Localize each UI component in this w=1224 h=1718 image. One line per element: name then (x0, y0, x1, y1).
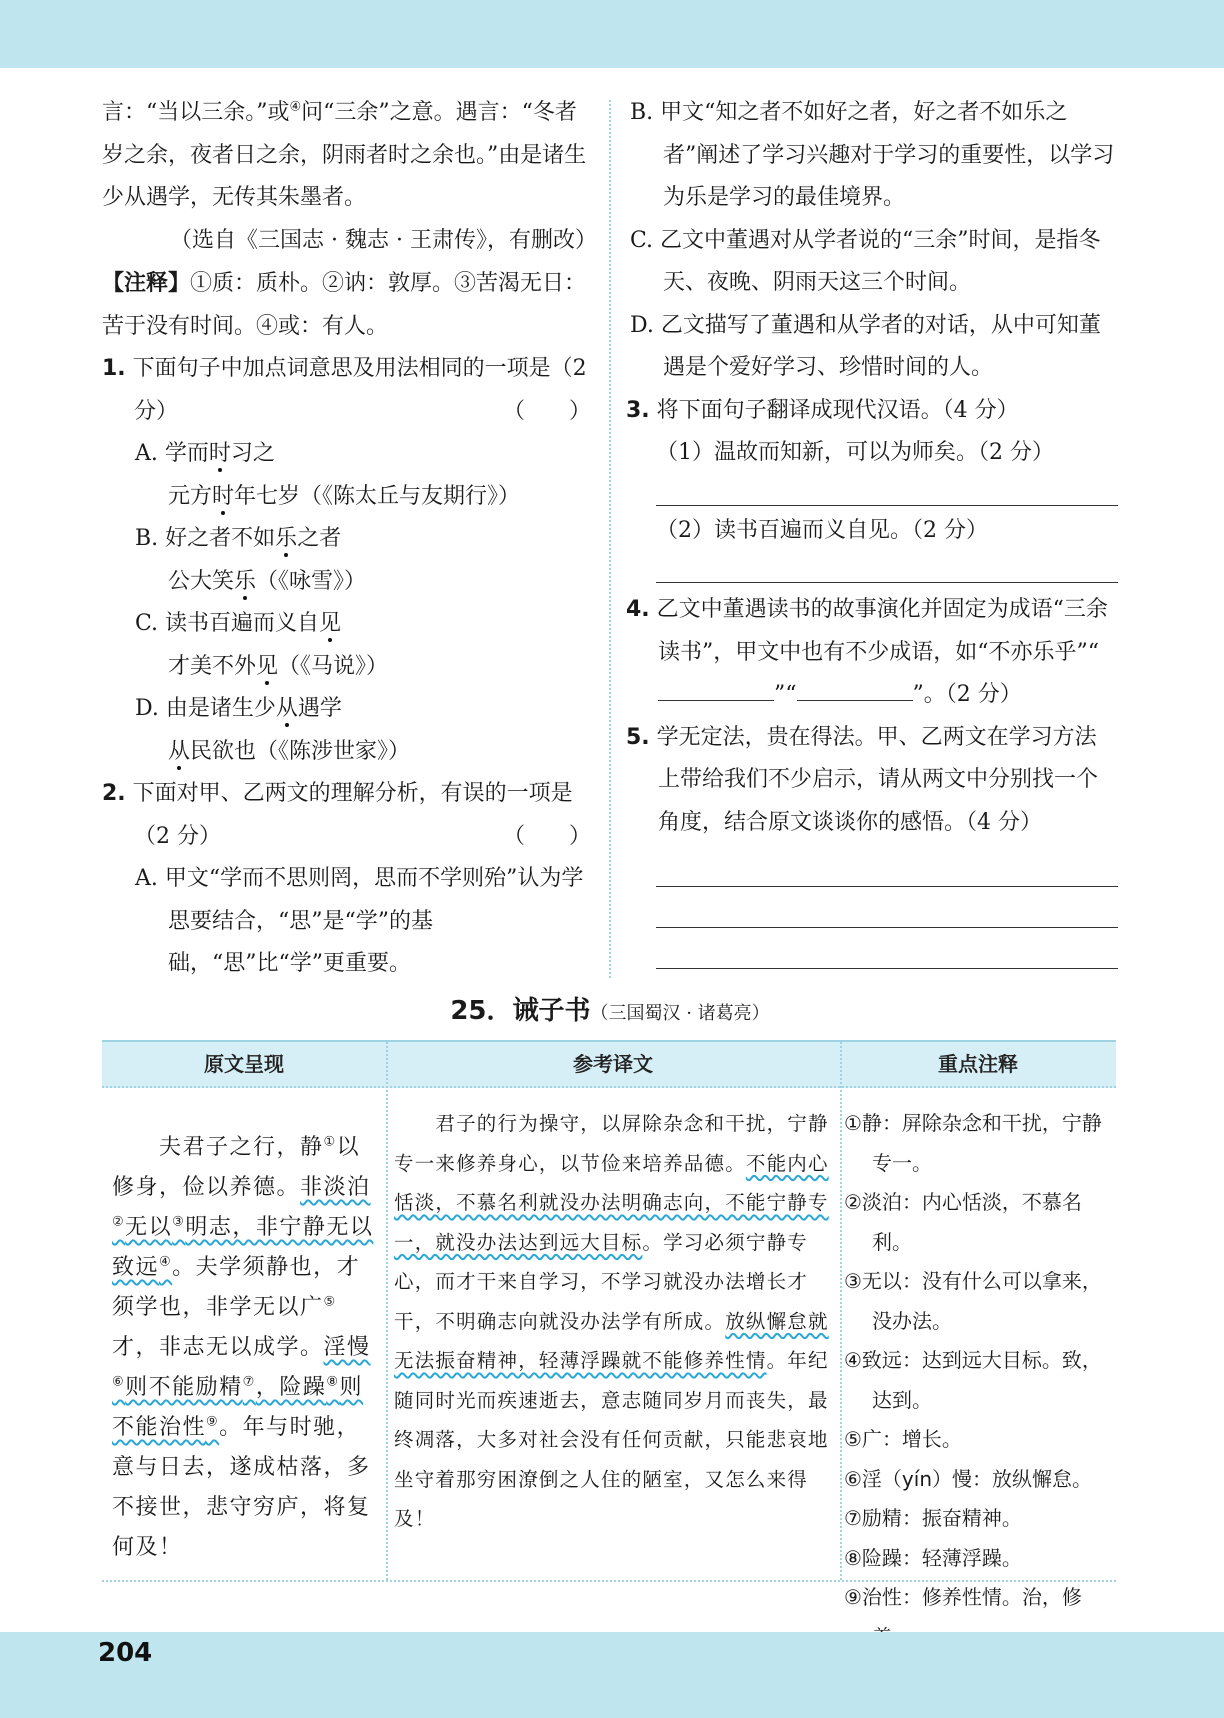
q5-number: 5. (626, 724, 650, 750)
column-divider (609, 100, 611, 978)
q5-answer-line-2[interactable] (656, 887, 1118, 928)
note-item: ⑥淫（yín）慢：放纵懈怠。 (844, 1466, 1092, 1491)
q1-option-a: A. 学而时习之 (135, 441, 275, 466)
q2-option-b: B. 甲文“知之者不如好之者，好之者不如乐之者”阐述了学习兴趣对于学习的重要性，以学习为乐是学习的最佳境界。 (630, 100, 1115, 210)
note-item: ①静：屏除杂念和干扰，宁静专一。 (844, 1111, 1102, 1175)
q1-option-d-line2: 从民欲也（《陈涉世家》） (168, 738, 411, 764)
q1-option-b-line2: 公大笑乐（《咏雪》） (168, 568, 367, 594)
q1-option-a-line2: 元方时年七岁（《陈太丘与友期行》） (168, 483, 521, 509)
note-item: ④致远：达到远大目标。致，达到。 (844, 1348, 1102, 1412)
table-header (102, 1042, 1116, 1088)
q4-text-a: 乙文中董遇读书的故事演化并固定为成语“三余读书”，甲文中也有不少成语，如“不亦乐乎”“ (656, 597, 1108, 665)
q1-number: 1. (102, 356, 126, 381)
q1-c-label: C. (135, 611, 159, 636)
top-band (0, 0, 1224, 68)
bottom-band (0, 1632, 1224, 1718)
note-item: ③无以：没有什么可以拿来，没办法。 (844, 1269, 1102, 1333)
header-notes: 重点注释 (938, 1052, 1018, 1076)
q2-option-d: D. 乙文描写了董遇和从学者的对话，从中可知董遇是个爱好学习、珍惜时间的人。 (630, 312, 1101, 380)
note-text: ①质：质朴。②讷：敦厚。③苦渴无日：苦于没有时间。④或：有人。 (102, 271, 587, 339)
question-3 (626, 390, 1118, 433)
passage-source: （选自《三国志 · 魏志 · 王肃传》，有删改） (170, 227, 597, 253)
q5-text: 学无定法，贵在得法。甲、乙两文在学习方法上带给我们不少启示，请从两文中分别找一个角度，结合原文谈谈你的感悟。（4 分） (656, 724, 1099, 835)
note-item: ⑨治性：修养性情。治，修 (844, 1585, 1082, 1609)
q1-answer-paren[interactable]: （ ） (502, 398, 591, 424)
page-number: 204 (98, 1634, 152, 1672)
q2-option-c: C. 乙文中董遇对从学者说的“三余”时间，是指冬天、夜晚、阴雨天这三个时间。 (630, 227, 1101, 295)
q4-text-c: ”。（2 分） (912, 682, 1022, 707)
q1-option-d: D. 由是诸生少从遇学 (135, 696, 342, 721)
q1-option-c: C. 读书百遍而义自见 (135, 611, 342, 636)
q3-number: 3. (626, 397, 650, 423)
text-table (102, 1040, 1116, 1609)
question-5 (626, 717, 1118, 845)
note-paragraph (102, 262, 597, 348)
passage-text: 言：“当以三余。”或④问“三余”之意。遇言：“冬者岁之余，夜者日之余，阴雨者时之余也。”由是诸生少从遇学，无传其朱墨者。 (102, 99, 587, 210)
q3-text: 将下面句子翻译成现代汉语。（4 分） (656, 397, 1019, 423)
q1-b-label: B. (135, 526, 159, 551)
q1-option-c-line2: 才美不外见（《马说》） (168, 653, 389, 679)
left-column (102, 92, 597, 986)
right-column (626, 92, 1118, 969)
table-divider-1 (386, 1042, 388, 1580)
section-title: 25．诫子书 (450, 996, 591, 1026)
note-item: ⑤广：增长。 (844, 1427, 962, 1451)
q2-text: 下面对甲、乙两文的理解分析，有误的一项是（2 分） (132, 781, 573, 849)
q5-answer-line-1[interactable] (656, 844, 1118, 887)
original-text: 夫君子之行，静①以修身，俭以养德。非淡泊②无以③明志，非宁静无以致远④。夫学须静也，才须学也，非学无以广⑤才，非志无以成学。淫慢⑥则不能励精⑦，险躁⑧则不能治性⑨。年与时驰，意与日去，遂成枯落，多不接世，悲守穷庐，将复何及！ (112, 1134, 374, 1560)
note-item: ⑧险躁：轻薄浮躁。 (844, 1545, 1022, 1570)
q1-text: 下面句子中加点词意思及用法相同的一项是（2 分） (132, 356, 587, 424)
q1-option-b: B. 好之者不如乐之者 (135, 526, 342, 551)
header-original: 原文呈现 (204, 1052, 284, 1076)
q5-answer-line-3[interactable] (656, 928, 1118, 969)
note-item: ②淡泊：内心恬淡，不慕名利。 (844, 1190, 1082, 1254)
notes-list (844, 1104, 1112, 1657)
q1-a-label: A. (135, 441, 158, 466)
table-divider-2 (840, 1042, 842, 1580)
q4-number: 4. (626, 597, 650, 622)
q3-sentence-1: （1）温故而知新，可以为师矣。（2 分） (656, 440, 1054, 465)
question-2 (102, 773, 597, 858)
q1-d-label: D. (135, 696, 159, 721)
translation-text: 君子的行为操守，以屏除杂念和干扰，宁静专一来修养身心，以节俭来培养品德。不能内心恬淡，不慕名利就没办法明确志向，不能宁静专一，就没办法达到远大目标。学习必须宁静专心，而才干来自学习，不学习就没办法增长才干，不明确志向就没办法学有所成。放纵懈怠就无法振奋精神，轻薄浮躁就不能修养性情。年纪随同时光而疾速逝去，意志随同岁月而丧失，最终凋落，大多对社会没有任何贡献，只能悲哀地坐守着那穷困潦倒之人住的陋室，又怎么来得及！ (394, 1112, 829, 1530)
q3-sentence-2: （2）读书百遍而义自见。（2 分） (656, 517, 988, 543)
q2-number: 2. (102, 781, 126, 806)
q3-answer-line-2[interactable] (656, 552, 1118, 583)
header-translation: 参考译文 (573, 1052, 653, 1076)
question-1 (102, 348, 597, 433)
q2-answer-paren[interactable]: （ ） (502, 823, 591, 849)
note-item: ⑦励精：振奋精神。 (844, 1506, 1022, 1530)
section-subtitle: （三国蜀汉 · 诸葛亮） (590, 1003, 770, 1024)
question-4 (626, 589, 1118, 717)
q4-blank-2[interactable] (797, 678, 913, 701)
q2-option-a: A. 甲文“学而不思则罔，思而不学则殆”认为学思要结合，“思”是“学”的基础，“思”比“学”更重要。 (135, 866, 584, 976)
q3-answer-line-1[interactable] (656, 475, 1118, 506)
section-heading (102, 990, 1118, 1027)
note-label: 【注释】 (102, 270, 191, 296)
q4-text-b: ”“ (774, 682, 797, 707)
q4-blank-1[interactable] (658, 678, 774, 701)
